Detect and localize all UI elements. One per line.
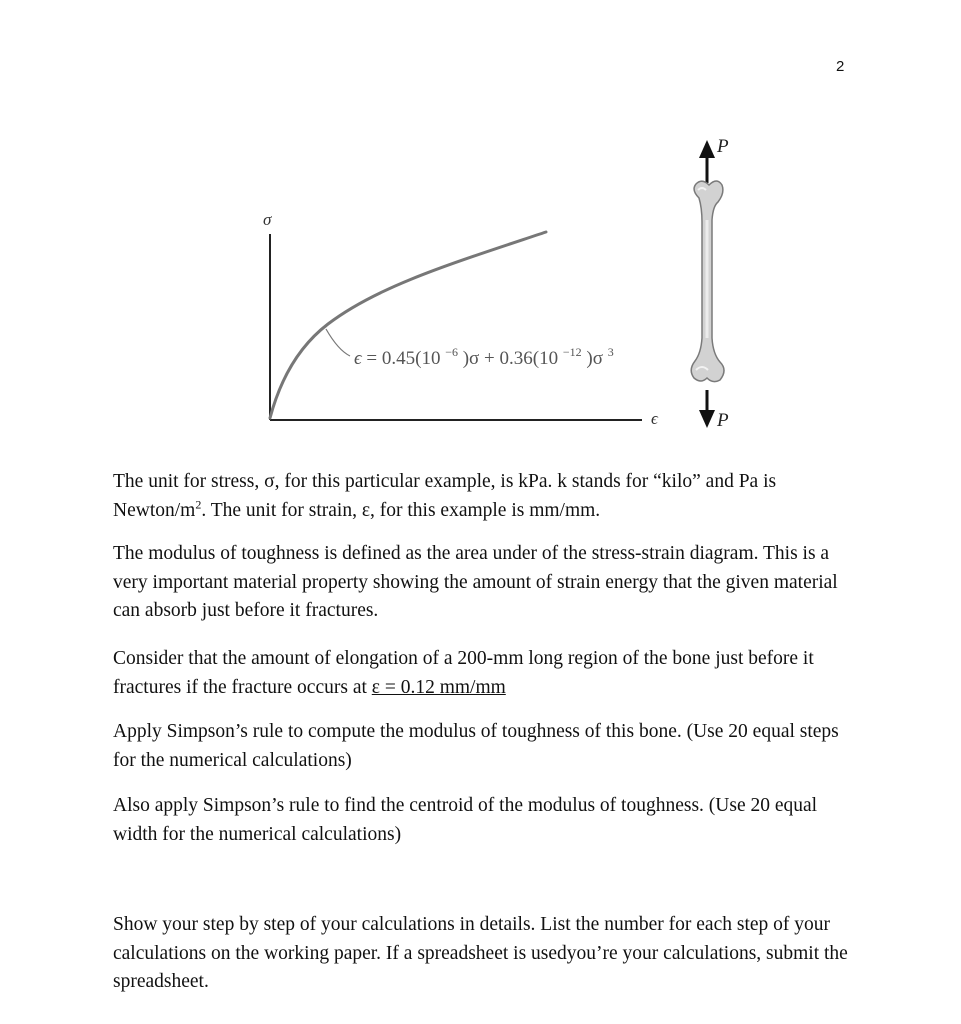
equation-leader [326, 329, 350, 356]
equation-term3: )σ [586, 348, 603, 369]
equation-exp2: −12 [562, 345, 582, 359]
units-text-2: . The unit for strain, ε, for this example is mm/mm. [201, 499, 601, 521]
units-superscript: 2 [195, 497, 202, 511]
bone-illustration [691, 181, 724, 382]
top-load-label: P [717, 136, 729, 157]
x-axis-label: ϵ [651, 409, 658, 428]
equation-term1: 0.45(10 [381, 348, 441, 369]
paragraph-simpson-toughness: Apply Simpson’s rule to compute the modulus of toughness of this bone. (Use 20 equal steps for the numerical calculations) [113, 721, 839, 771]
strain-equation: ϵ = 0.45(10 $^{-6}$ )σ + 0.36(10 $^{-12}$ )σ $^3$ [354, 345, 614, 369]
paragraph-units [113, 468, 858, 525]
bottom-load-arrow [699, 390, 715, 428]
stress-strain-figure [250, 128, 770, 438]
stress-strain-curve [270, 232, 546, 418]
units-text-1: The unit for stress, σ, for this particular example, is kPa. k stands for “kilo” and Pa is Newton/m [113, 471, 777, 521]
paragraph-toughness-definition: The modulus of toughness is defined as the area under of the stress-strain diagram. This is a very important material property showing the amount of strain energy that the given material can absorb just before it fractures. [113, 543, 838, 621]
equation-exp3: 3 [607, 345, 614, 359]
page-number: 2 [836, 58, 845, 75]
fracture-text: Consider that the amount of elongation of a 200-mm long region of the bone just before it fractures if the fracture occurs at [113, 648, 814, 698]
top-load-arrow [699, 140, 715, 183]
fracture-strain-value: ε = 0.12 mm/mm [371, 676, 506, 698]
paragraph-fracture-condition [113, 645, 858, 702]
paragraph-simpson-centroid: Also apply Simpson’s rule to find the centroid of the modulus of toughness. (Use 20 equal width for the numerical calculations) [113, 795, 818, 845]
paragraph-instructions: Show your step by step of your calculations in details. List the number for each step of your calculations on the working paper. If a spreadsheet is usedyou’re your calculations, submit the spreadsheet. [113, 914, 848, 992]
equation-exp1: −6 [445, 345, 458, 359]
equation-lhs: ϵ [354, 348, 362, 369]
bottom-load-label: P [717, 410, 729, 431]
equation-term2: )σ + 0.36(10 [462, 348, 559, 369]
y-axis-label: σ [263, 210, 272, 229]
